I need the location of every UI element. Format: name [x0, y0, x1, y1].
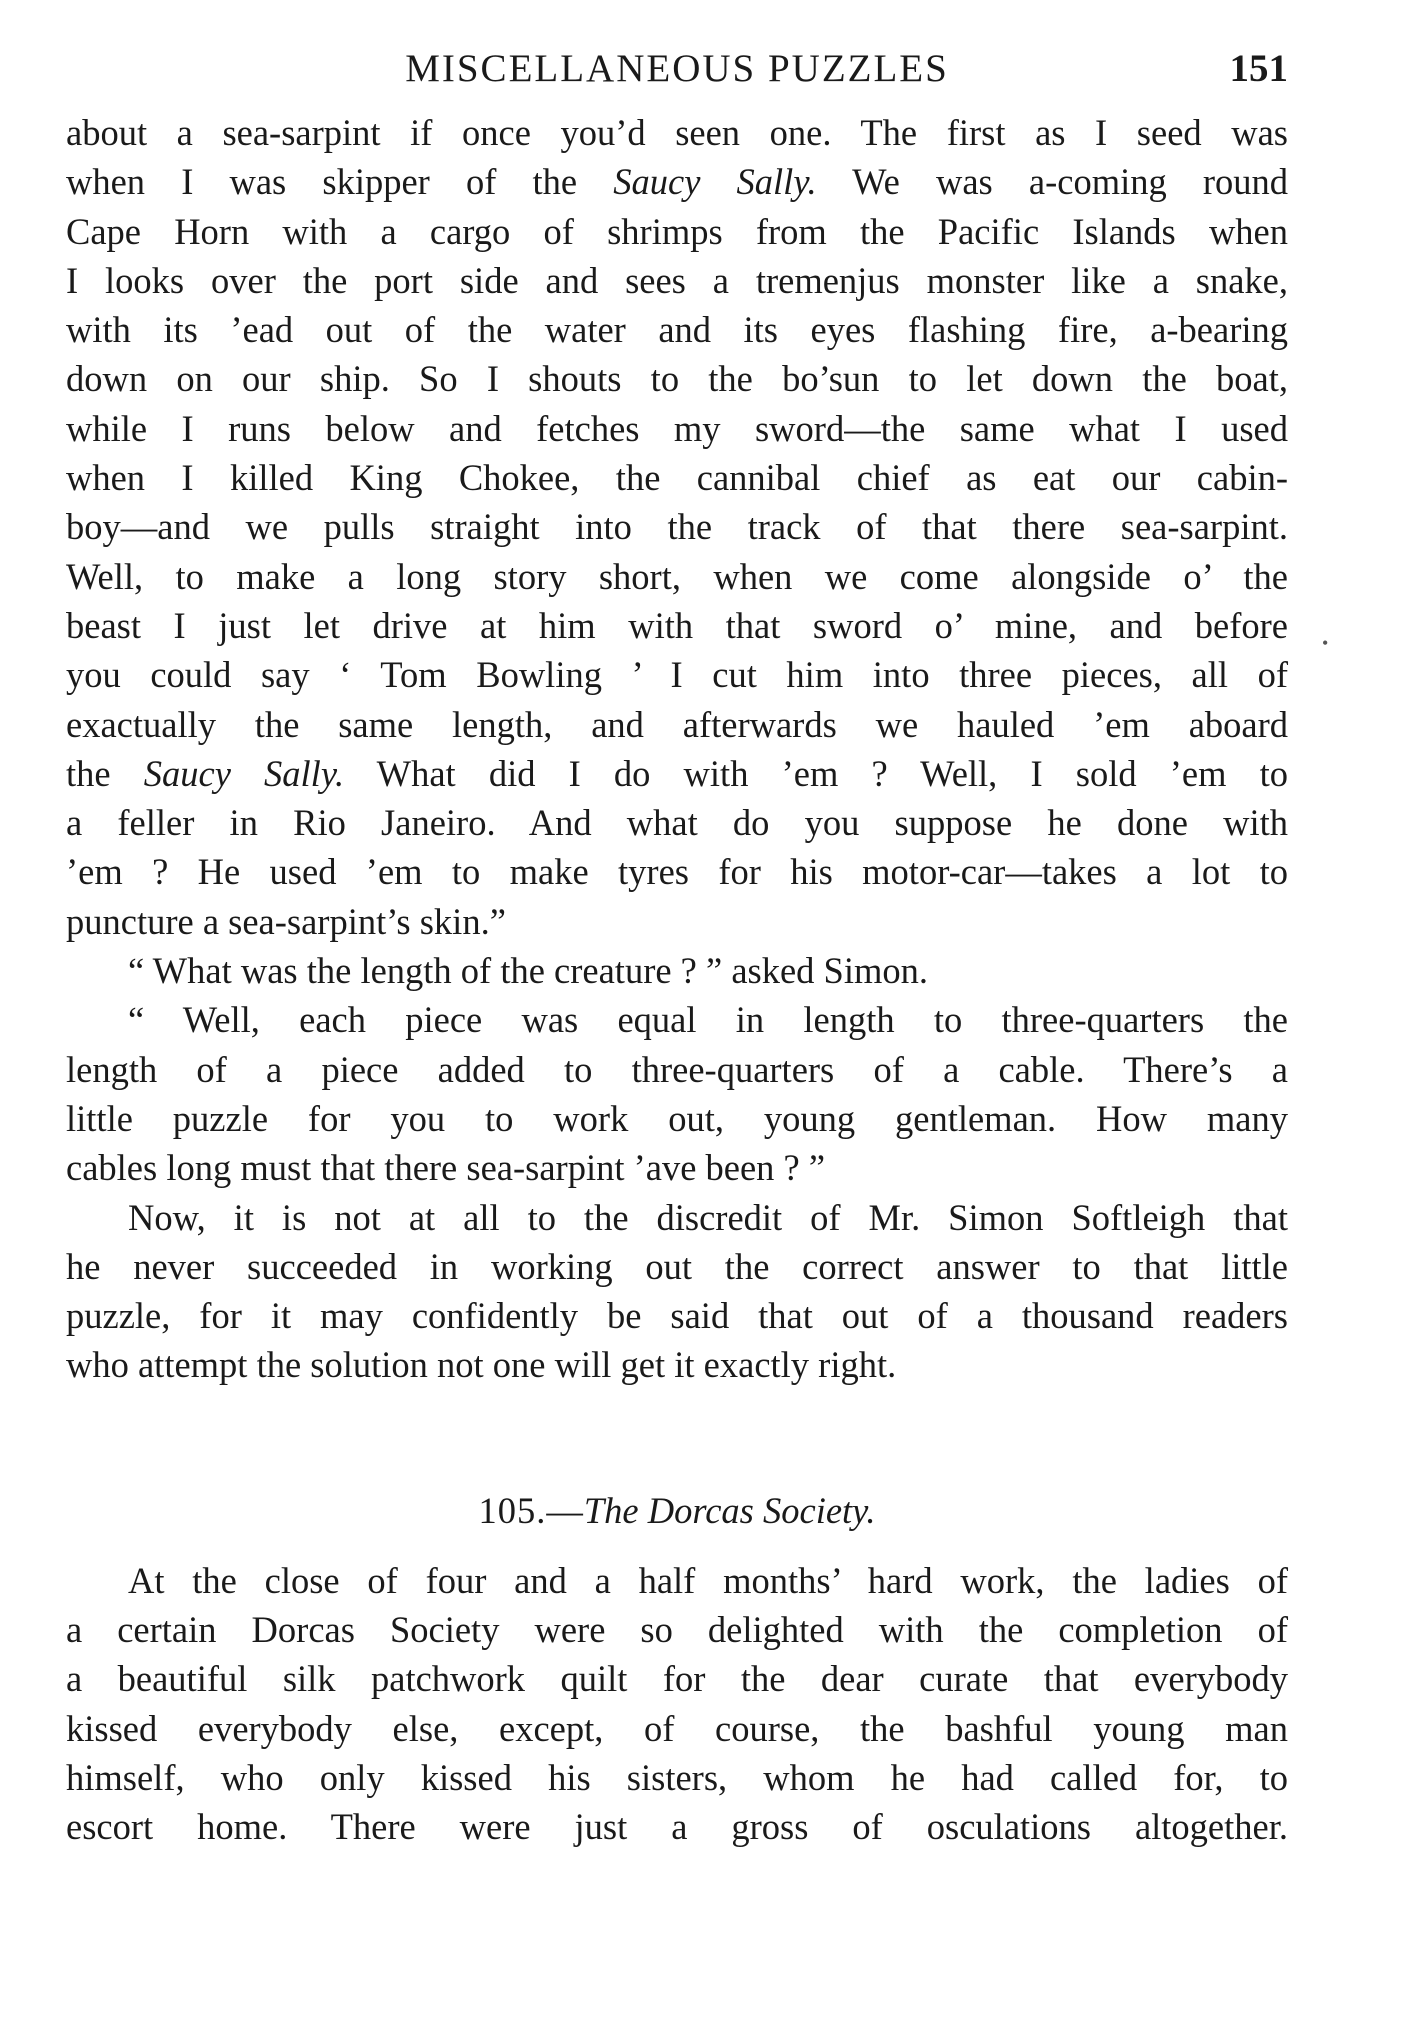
text-line: cables long must that there sea-sarpint ’ave been ? ” — [66, 1147, 826, 1189]
text-line: At the close of four and a half months’ hard work, the ladies of — [128, 1559, 1288, 1601]
text-line: Cape Horn with a cargo of shrimps from the Pacific Islands when — [66, 210, 1288, 252]
text-line: down on our ship. So I shouts to the bo’sun to let down the boat, — [66, 358, 1288, 400]
text-line: exactually the same length, and afterwards we hauled ’em aboard — [66, 703, 1288, 745]
text-line: beast I just let drive at him with that sword o’ mine, and before — [66, 604, 1288, 646]
running-head — [66, 40, 1288, 98]
text-line: I looks over the port side and sees a tremenjus monster like a snake, — [66, 259, 1288, 301]
text-line: you could say ‘ Tom Bowling ’ I cut him into three pieces, all of — [66, 654, 1288, 696]
text-line: puzzle, for it may confidently be said that out of a thousand readers — [66, 1295, 1288, 1337]
text-line: while I runs below and fetches my sword—the same what I used — [66, 407, 1288, 449]
text-line: himself, who only kissed his sisters, whom he had called for, to — [66, 1756, 1288, 1798]
section-spacer — [66, 1390, 1288, 1486]
text-fragment: the — [66, 752, 111, 794]
text-line: a feller in Rio Janeiro. And what do you suppose he done with — [66, 802, 1288, 844]
text-line: he never succeeded in working out the correct answer to that little — [66, 1245, 1288, 1287]
text-line: little puzzle for you to work out, young gentleman. How many — [66, 1097, 1288, 1139]
text-line: “ Well, each piece was equal in length to three-quarters the — [128, 999, 1288, 1041]
section-heading — [66, 1486, 1288, 1536]
text-fragment: We was a-coming round — [852, 161, 1289, 203]
text-line: about a sea-sarpint if once you’d seen one. The first as I seed was — [66, 112, 1288, 153]
ship-name: Saucy Sally. — [143, 752, 345, 794]
text-line: Now, it is not at all to the discredit of Mr. Simon Softleigh that — [128, 1196, 1288, 1238]
text-fragment: when I was skipper of the — [66, 161, 578, 203]
text-line: Well, to make a long story short, when we come alongside o’ the — [66, 555, 1288, 597]
book-page — [66, 40, 1288, 1852]
text-line — [66, 749, 1288, 798]
text-line: ’em ? He used ’em to make tyres for his motor-car—takes a lot to — [66, 851, 1288, 893]
text-fragment: What did I do with ’em ? Well, I sold ’em to — [376, 752, 1289, 794]
text-line: length of a piece added to three-quarters of a cable. There’s a — [66, 1048, 1288, 1090]
text-line: escort home. There were just a gross of osculations altogether. — [66, 1806, 1288, 1848]
puzzle-text — [66, 1556, 1288, 1852]
text-line: kissed everybody else, except, of course, the bashful young man — [66, 1707, 1288, 1749]
story-text — [66, 108, 1288, 1390]
page-number: 151 — [1229, 47, 1288, 90]
ink-speck: • — [1322, 633, 1329, 653]
puzzle-number: 105.— — [478, 1489, 584, 1531]
text-line: who attempt the solution not one will get it exactly right. — [66, 1344, 897, 1386]
text-line — [66, 157, 1288, 206]
ship-name: Saucy Sally. — [613, 161, 817, 203]
text-line: when I killed King Chokee, the cannibal chief as eat our cabin- — [66, 457, 1288, 499]
text-line: with its ’ead out of the water and its eyes flashing fire, a-bearing — [66, 309, 1288, 351]
text-line: a beautiful silk patchwork quilt for the dear curate that everybody — [66, 1658, 1288, 1700]
puzzle-title: The Dorcas Society. — [583, 1489, 876, 1531]
text-line: puncture a sea-sarpint’s skin.” — [66, 900, 506, 942]
text-line: a certain Dorcas Society were so delighted with the completion of — [66, 1609, 1288, 1651]
text-line: boy—and we pulls straight into the track of that there sea-sarpint. — [66, 506, 1288, 548]
question-line: “ What was the length of the creature ? ” asked Simon. — [128, 950, 929, 992]
running-title: MISCELLANEOUS PUZZLES — [405, 47, 949, 90]
